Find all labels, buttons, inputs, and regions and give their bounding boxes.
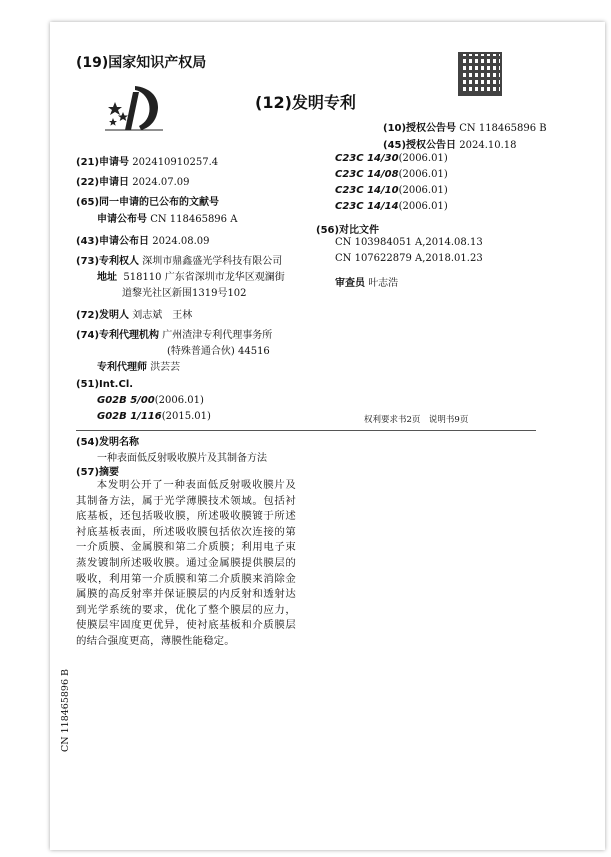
inventors-row: (72)发明人 刘志斌 王林 xyxy=(76,310,193,321)
publication-date-row: (43)申请公布日 2024.08.09 xyxy=(76,236,210,247)
reference-item: CN 103984051 A,2014.08.13 xyxy=(335,237,483,248)
office-name: (19)国家知识产权局 xyxy=(76,55,207,71)
abstract-heading: (57)摘要 xyxy=(76,467,120,478)
examiner-row: 审查员 叶志浩 xyxy=(335,278,399,289)
intcl-more-item: C23C 14/08(2006.01) xyxy=(335,169,448,180)
grant-date-row: (45)授权公告日 2024.10.18 xyxy=(383,140,517,151)
document-type-title: (12)发明专利 xyxy=(255,93,356,112)
page-counts: 权利要求书2页 说明书9页 xyxy=(364,415,469,425)
invention-name: 一种表面低反射吸收膜片及其制备方法 xyxy=(97,453,267,464)
separator-line xyxy=(76,430,536,431)
reference-item: CN 107622879 A,2018.01.23 xyxy=(335,253,483,264)
agency-line2: (特殊普通合伙) 44516 xyxy=(167,346,270,357)
side-patent-number: CN 118465896 B xyxy=(60,669,71,752)
grant-number-row: (10)授权公告号 CN 118465896 B xyxy=(383,123,547,134)
references-heading: (56)对比文件 xyxy=(316,225,380,236)
agent-row: 专利代理师 洪芸芸 xyxy=(97,362,181,373)
qr-code xyxy=(458,52,502,96)
address-row: 地址 518110 广东省深圳市龙华区观澜街 xyxy=(97,272,285,283)
intcl-item: G02B 1/116(2015.01) xyxy=(97,411,211,422)
application-date-row: (22)申请日 2024.07.09 xyxy=(76,177,190,188)
intcl-item: G02B 5/00(2006.01) xyxy=(97,395,204,406)
patentee-row: (73)专利权人 深圳市鼎鑫盛光学科技有限公司 xyxy=(76,256,283,267)
publication-heading: (65)同一申请的已公布的文献号 xyxy=(76,197,220,208)
invention-name-heading: (54)发明名称 xyxy=(76,437,140,448)
intcl-heading: (51)Int.Cl. xyxy=(76,379,134,390)
abstract-text: 本发明公开了一种表面低反射吸收膜片及其制备方法，属于光学薄膜技术领域。包括衬底基板，还包括吸收膜，所述吸收膜镀于所述衬底基板表面，所述吸收膜包括依次连接的第一介质膜、金属膜和第二介质膜；利用电子束蒸发镀制所述吸收膜。通过金属膜提供膜层的吸收，利用第一介质膜和第二介质膜来消除金属膜的高反射率并保证膜层的内反射和透射达到光学系统的要求，优化了整个膜层的应力，使膜层牢固度更优异，使衬底基板和介质膜层的结合强度更高，薄膜性能稳定。 xyxy=(76,479,296,647)
application-number-row: (21)申请号 202410910257.4 xyxy=(76,157,219,168)
agency-row: (74)专利代理机构 广州渣津专利代理事务所 xyxy=(76,330,273,341)
publication-number-row: 申请公布号 CN 118465896 A xyxy=(97,214,238,225)
intcl-more-item: C23C 14/30(2006.01) xyxy=(335,153,448,164)
intcl-more-item: C23C 14/14(2006.01) xyxy=(335,201,448,212)
cnipa-logo-icon xyxy=(105,82,163,132)
address-line2: 道黎光社区新围1319号102 xyxy=(122,288,247,299)
intcl-more-item: C23C 14/10(2006.01) xyxy=(335,185,448,196)
